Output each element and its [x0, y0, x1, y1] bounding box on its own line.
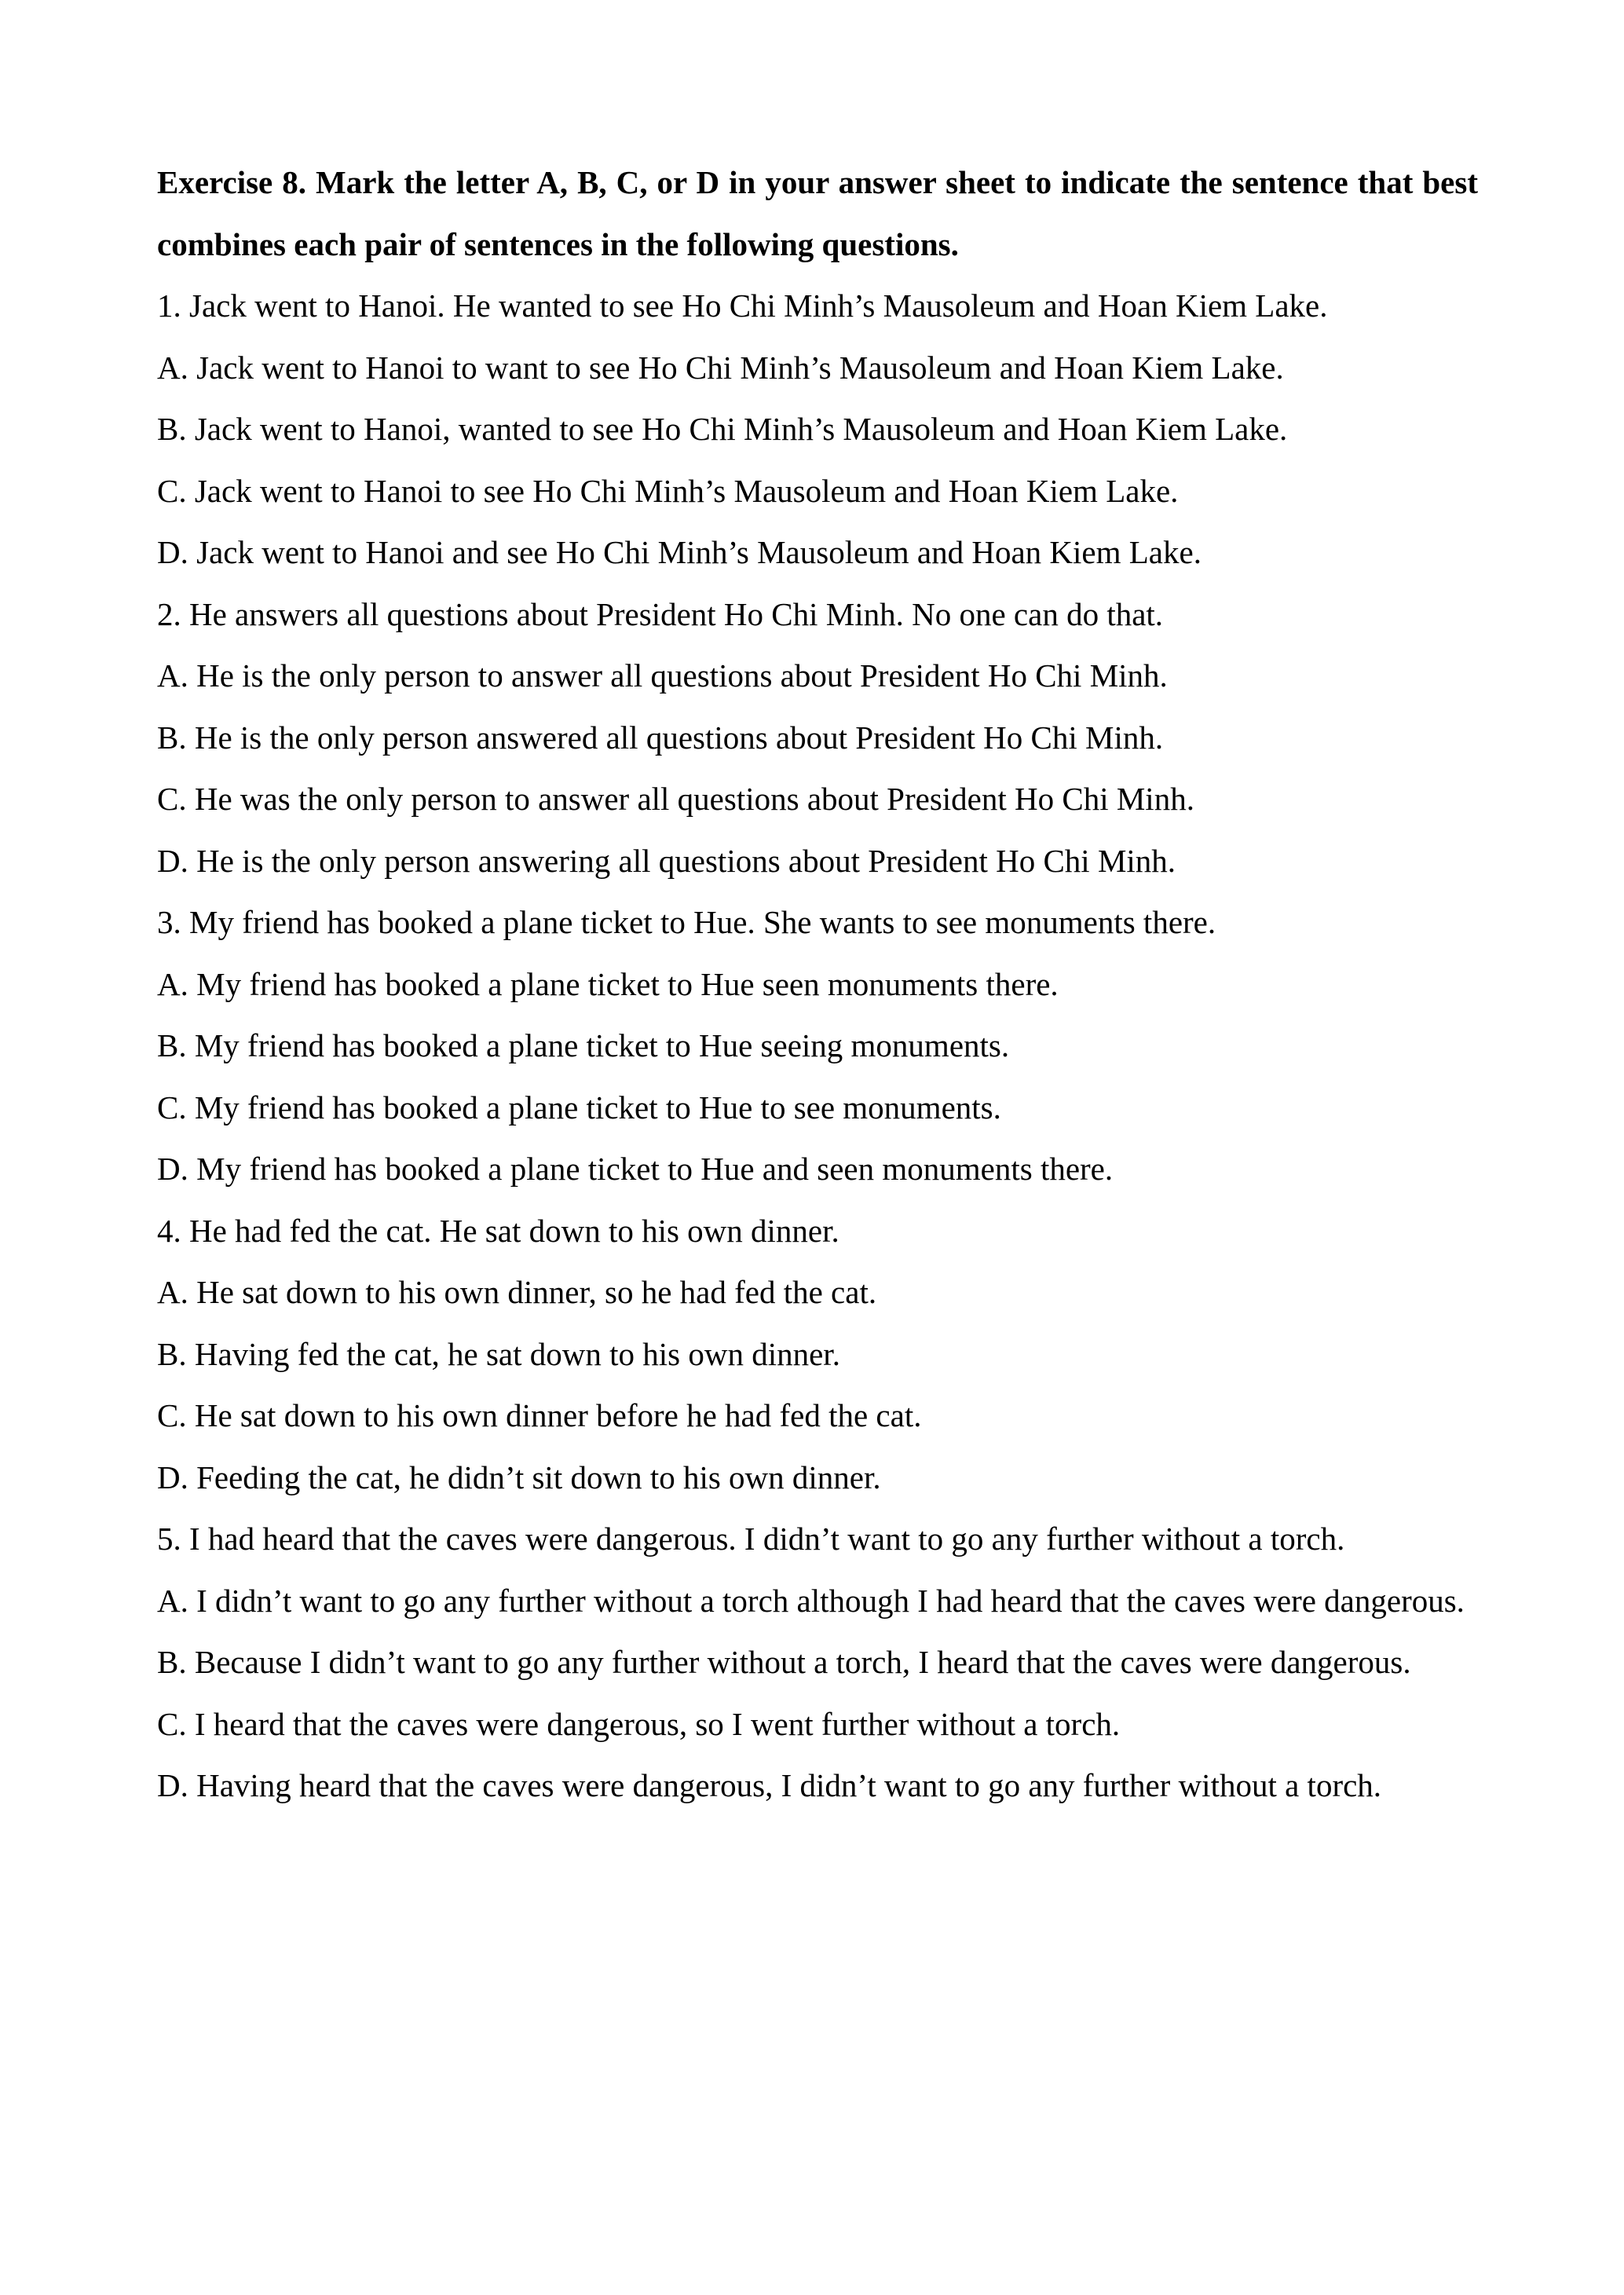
- question-stem: 1. Jack went to Hanoi. He wanted to see Ho Chi Minh’s Mausoleum and Hoan Kiem Lake.: [157, 287, 1328, 324]
- option-d: D. My friend has booked a plane ticket to Hue and seen monuments there.: [157, 1151, 1114, 1187]
- option-d: D. Feeding the cat, he didn’t sit down to his own dinner.: [157, 1459, 881, 1495]
- option-a: A. He is the only person to answer all questions about President Ho Chi Minh.: [157, 657, 1168, 694]
- question-1: [157, 275, 1478, 584]
- option-a: A. My friend has booked a plane ticket to Hue seen monuments there.: [157, 965, 1059, 1002]
- option-b: B. Having fed the cat, he sat down to his own dinner.: [157, 1335, 840, 1372]
- worksheet-page: [157, 152, 1478, 1817]
- option-a: A. He sat down to his own dinner, so he had fed the cat.: [157, 1274, 877, 1310]
- option-d: D. Having heard that the caves were dangerous, I didn’t want to go any further without a torch.: [157, 1767, 1382, 1803]
- option-d: D. He is the only person answering all questions about President Ho Chi Minh.: [157, 842, 1176, 879]
- question-stem: 4. He had fed the cat. He sat down to his own dinner.: [157, 1212, 839, 1249]
- option-a: A. I didn’t want to go any further without a torch although I had heard that the caves were dangerous.: [157, 1582, 1465, 1619]
- option-c: C. Jack went to Hanoi to see Ho Chi Minh’s Mausoleum and Hoan Kiem Lake.: [157, 472, 1179, 509]
- option-c: C. He sat down to his own dinner before he had fed the cat.: [157, 1397, 922, 1433]
- question-stem: 2. He answers all questions about President Ho Chi Minh. No one can do that.: [157, 595, 1164, 632]
- question-4: [157, 1200, 1478, 1509]
- question-3: [157, 891, 1478, 1200]
- option-c: C. I heard that the caves were dangerous, so I went further without a torch.: [157, 1705, 1121, 1742]
- option-b: B. He is the only person answered all questions about President Ho Chi Minh.: [157, 719, 1164, 756]
- option-c: C. My friend has booked a plane ticket to Hue to see monuments.: [157, 1089, 1001, 1126]
- option-c: C. He was the only person to answer all questions about President Ho Chi Minh.: [157, 781, 1194, 817]
- option-b: B. My friend has booked a plane ticket to Hue seeing monuments.: [157, 1027, 1010, 1063]
- question-stem: 3. My friend has booked a plane ticket to Hue. She wants to see monuments there.: [157, 904, 1216, 940]
- question-stem: 5. I had heard that the caves were dangerous. I didn’t want to go any further without a torch.: [157, 1521, 1345, 1557]
- exercise-heading: Exercise 8. Mark the letter A, B, C, or D in your answer sheet to indicate the sentence that best combines each pair of sentences in the following questions.: [157, 164, 1478, 262]
- question-5: [157, 1508, 1478, 1817]
- option-a: A. Jack went to Hanoi to want to see Ho Chi Minh’s Mausoleum and Hoan Kiem Lake.: [157, 349, 1284, 386]
- question-2: [157, 584, 1478, 892]
- option-b: B. Jack went to Hanoi, wanted to see Ho Chi Minh’s Mausoleum and Hoan Kiem Lake.: [157, 411, 1288, 447]
- option-b: B. Because I didn’t want to go any further without a torch, I heard that the caves were dangerous.: [157, 1644, 1411, 1680]
- option-d: D. Jack went to Hanoi and see Ho Chi Minh’s Mausoleum and Hoan Kiem Lake.: [157, 534, 1202, 570]
